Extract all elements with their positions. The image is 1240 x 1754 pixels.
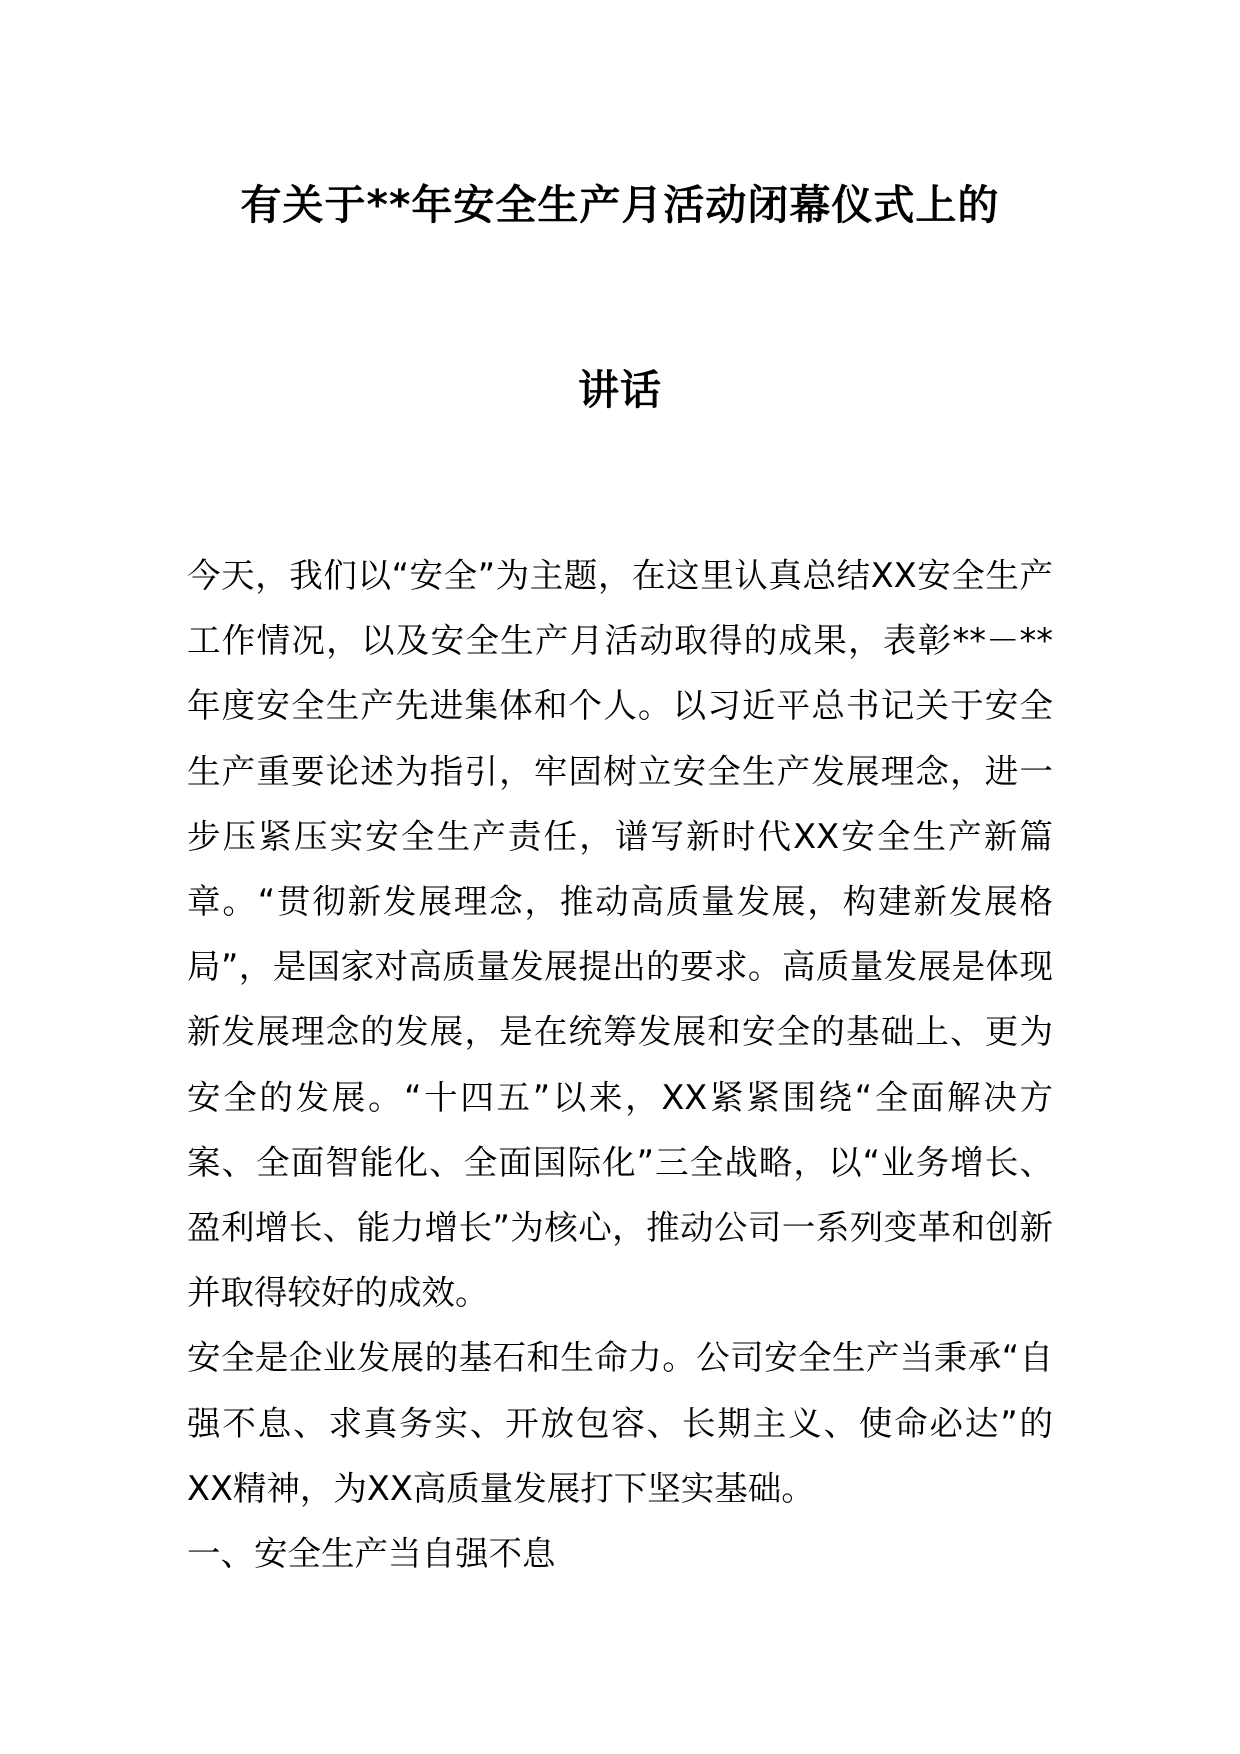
section-heading: 一、安全生产当自强不息: [187, 1534, 556, 1574]
body-paragraph: 今天，我们以“安全”为主题，在这里认真总结XX安全生产工作情况，以及安全生产月活动取得的成果，表彰**－**年度安全生产先进集体和个人。以习近平总书记关于安全生产重要论述为指引，牢固树立安全生产发展理念，进一步压紧压实安全生产责任，谱写新时代XX安全生产新篇章。“贯彻新发展理念，推动高质量发展，构建新发展格局”，是国家对高质量发展提出的要求。高质量发展是体现新发展理念的发展，是在统筹发展和安全的基础上、更为安全的发展。“十四五”以来，XX紧紧围绕“全面解决方案、全面智能化、全面国际化”三全战略，以“业务增长、盈利增长、能力增长”为核心，推动公司一系列变革和创新并取得较好的成效。: [187, 556, 1053, 1313]
document-body: [187, 543, 1053, 1586]
body-paragraph: 安全是企业发展的基石和生命力。公司安全生产当秉承“自强不息、求真务实、开放包容、长期主义、使命必达”的XX精神，为XX高质量发展打下坚实基础。: [187, 1338, 1053, 1508]
document-title-line-1: 有关于**年安全生产月活动闭幕仪式上的: [240, 181, 1000, 229]
document-title-line-2: 讲话: [578, 366, 662, 414]
